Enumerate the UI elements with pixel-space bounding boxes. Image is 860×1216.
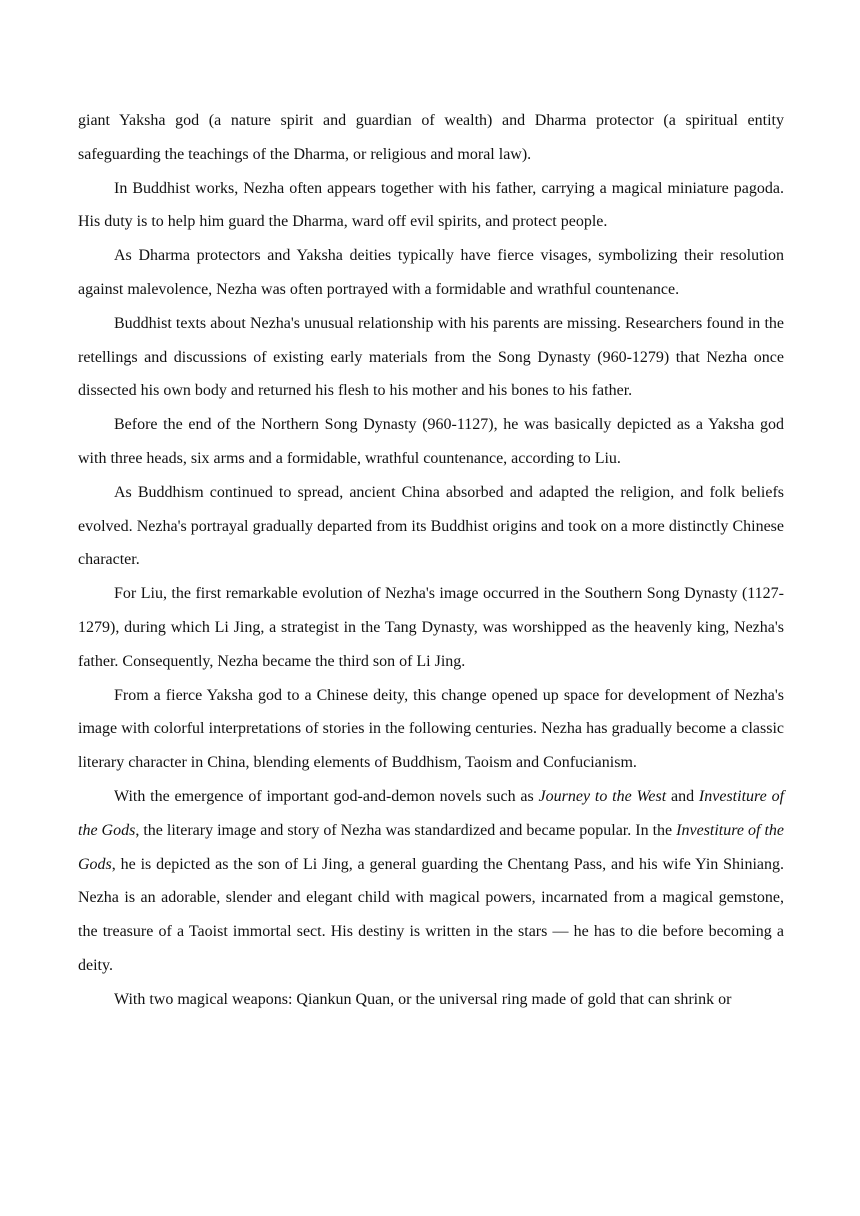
- paragraph-text: and: [666, 787, 699, 805]
- paragraph-3: [78, 307, 784, 408]
- paragraph-0: [78, 104, 784, 172]
- paragraph-text: , he is depicted as the son of Li Jing, a general guarding the Chentang Pass, and his wife Yin Shiniang. Nezha is an adorable, slender and elegant child with magical powers, incarnated from a magical gemstone, the treasure of a Taoist immortal sect. His destiny is written in the stars — he has to die before becoming a deity.: [78, 855, 784, 974]
- book-title: Investiture of the Gods: [78, 821, 784, 873]
- document-page: [78, 104, 784, 1017]
- paragraph-5: [78, 476, 784, 577]
- paragraph-1: [78, 172, 784, 240]
- paragraph-9: [78, 983, 784, 1017]
- paragraph-7: [78, 679, 784, 780]
- paragraph-text: Before the end of the Northern Song Dynasty (960-1127), he was basically depicted as a Yaksha god with three heads, six arms and a formidable, wrathful countenance, according to Liu.: [78, 416, 784, 467]
- paragraph-text: With the emergence of important god-and-demon novels such as: [114, 787, 539, 805]
- paragraph-text: As Buddhism continued to spread, ancient China absorbed and adapted the religion, and folk beliefs evolved. Nezha's portrayal gradually departed from its Buddhist origins and took on a more distinctly Chinese character.: [78, 483, 784, 569]
- paragraph-8: [78, 780, 784, 983]
- paragraph-text: , the literary image and story of Nezha was standardized and became popular. In the: [135, 821, 677, 839]
- paragraph-text: giant Yaksha god (a nature spirit and guardian of wealth) and Dharma protector (a spiritual entity safeguarding the teachings of the Dharma, or religious and moral law).: [78, 112, 784, 163]
- book-title: Investiture of the Gods: [78, 787, 785, 839]
- paragraph-text: For Liu, the first remarkable evolution of Nezha's image occurred in the Southern Song Dynasty (1127-1279), during which Li Jing, a strategist in the Tang Dynasty, was worshipped as the heavenly king, Nezha's father. Consequently, Nezha became the third son of Li Jing.: [78, 585, 784, 670]
- paragraph-4: [78, 408, 784, 476]
- paragraph-6: [78, 577, 784, 678]
- paragraph-text: From a fierce Yaksha god to a Chinese deity, this change opened up space for development of Nezha's image with colorful interpretations of stories in the following centuries. Nezha has gradually become a classic literary character in China, blending elements of Buddhism, Taoism and Confucianism.: [78, 686, 784, 772]
- paragraph-text: As Dharma protectors and Yaksha deities typically have fierce visages, symbolizing their resolution against malevolence, Nezha was often portrayed with a formidable and wrathful countenance.: [78, 247, 784, 298]
- paragraph-text: With two magical weapons: Qiankun Quan, or the universal ring made of gold that can shrink or: [114, 990, 732, 1008]
- paragraph-text: In Buddhist works, Nezha often appears together with his father, carrying a magical miniature pagoda. His duty is to help him guard the Dharma, ward off evil spirits, and protect people.: [78, 179, 784, 231]
- book-title: Journey to the West: [538, 787, 667, 805]
- paragraph-2: [78, 239, 784, 307]
- paragraph-text: Buddhist texts about Nezha's unusual relationship with his parents are missing. Researchers found in the retellings and discussions of existing early materials from the Song Dynasty (960-1279) that Nezha once dissected his own body and returned his flesh to his mother and his bones to his father.: [78, 314, 784, 400]
